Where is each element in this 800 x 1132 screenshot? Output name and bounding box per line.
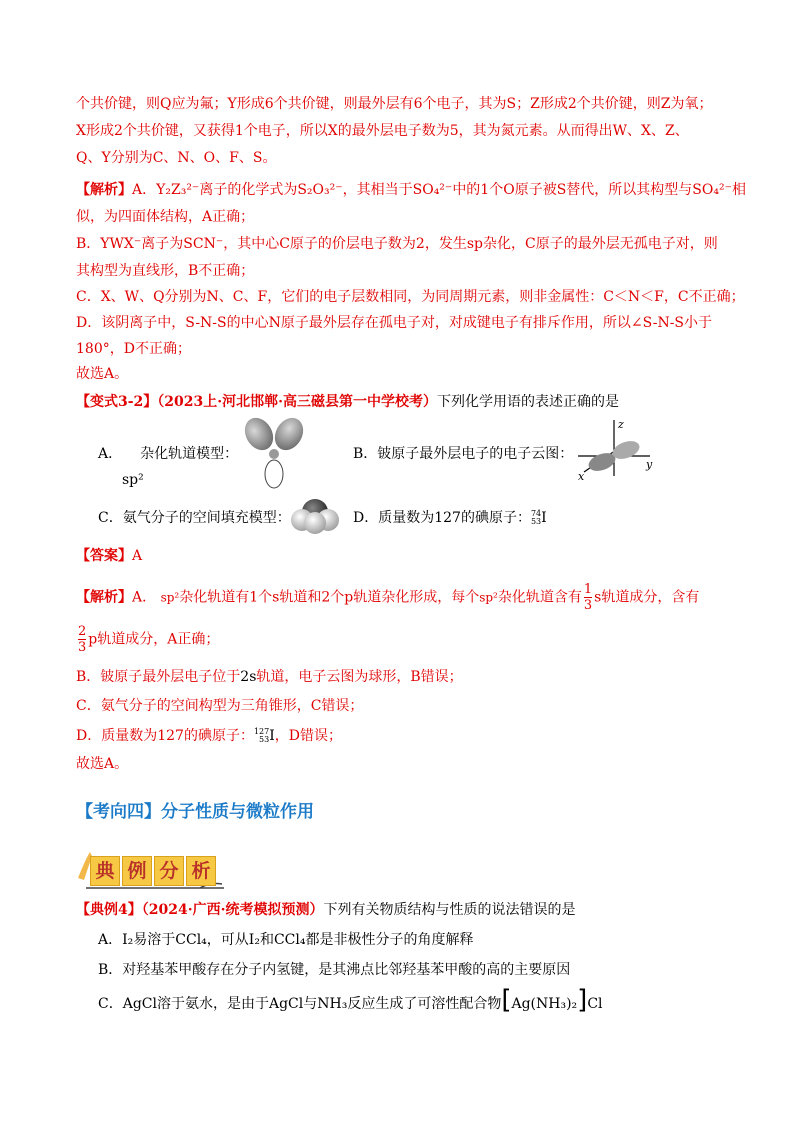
- nh3-space-filling-image: [290, 496, 340, 536]
- analysis2-d-symbol: I: [269, 728, 275, 744]
- example4-c-t1: C．AgCl溶于氨水，是由于AgCl与: [98, 996, 318, 1012]
- analysis2-a-t3: s轨道成分，含有: [594, 589, 700, 606]
- analysis1-a-end: 相: [731, 182, 746, 198]
- variant-header: [76, 392, 619, 412]
- option-a-letter: A．: [98, 446, 123, 462]
- analysis2-a-t2: 杂化轨道含有: [497, 589, 582, 606]
- analysis1-conclusion: 故选A。: [76, 366, 129, 382]
- variant-stem: 下列化学用语的表述正确的是: [437, 394, 620, 410]
- analysis1-a-mid3: 中的1个O原子被S替代，所以其构型与: [452, 182, 693, 198]
- sp2-lobe-bottom: [265, 460, 283, 488]
- example4-a-t4: 都是非极性分子的角度解释: [305, 932, 474, 948]
- analysis1-d1: D．该阴离子中，S-N-S的中心N原子最外层存在孤电子对，对成键电子有排斥作用，所以∠S-N-S小于: [76, 315, 713, 331]
- analysis2-a-t4: p轨道成分，A正确；: [88, 631, 220, 648]
- complex-bracket-left: [: [501, 985, 512, 1015]
- analysis2-sp2-b: sp²: [479, 590, 498, 605]
- analysis1-a-mid1: 离子的化学式为: [199, 182, 298, 198]
- h-atom-3: [304, 512, 326, 534]
- complex-bracket-right: ]: [577, 985, 588, 1015]
- sp2-center: [269, 449, 279, 459]
- analysis1-line-a: [76, 180, 746, 200]
- explain-line-1: 个共价键，则Q应为氟；Y形成6个共价键，则最外层有6个电子，其为S；Z形成2个共价键，则Z为氧；: [76, 96, 713, 112]
- formula-s2o3: S₂O₃²⁻: [297, 182, 343, 198]
- example4-option-b: B．对羟基苯甲酸存在分子内氢键，是其沸点比邻羟基苯甲酸的高的主要原因: [98, 962, 571, 978]
- formula-i2-b: I₂: [248, 932, 260, 948]
- analysis2-line-a: [76, 582, 699, 613]
- formula-y2z3: Y₂Z₃²⁻: [156, 182, 200, 198]
- analysis2-conclusion: 故选A。: [76, 756, 129, 772]
- answer-tag: 【答案】: [76, 548, 132, 564]
- example4-a-pre: A．: [98, 932, 123, 948]
- analysis2-line-d: [76, 726, 342, 746]
- section-title: 【考向四】分子性质与微粒作用: [76, 802, 314, 822]
- frac2-den: 3: [78, 640, 87, 655]
- formula-so4: SO₄²⁻: [412, 182, 453, 198]
- example4-a-t3: 和: [259, 932, 274, 948]
- formula-ccl4-b: CCl₄: [273, 932, 306, 948]
- example4-source: （2024·广西·统考模拟预测）: [141, 902, 324, 918]
- example4-tag: 【典例4】: [76, 902, 142, 918]
- sp2-lobe-right: [269, 413, 305, 455]
- option-d-mass: 74: [530, 509, 542, 518]
- example4-header: [76, 900, 575, 920]
- analysis1-b2: 其构型为直线形，B不正确；: [76, 263, 255, 279]
- analysis2-d-t2: ，D错误；: [274, 728, 342, 744]
- analysis1-a-mid2: ，其相当于: [342, 182, 413, 198]
- option-a-sp2: sp²: [122, 472, 144, 488]
- analysis2-a-t1: 杂化轨道有1个s轨道和2个p轨道杂化形成，每个: [179, 589, 480, 606]
- option-d-label: D．质量数为127的碘原子：: [353, 510, 531, 526]
- option-b-text: B．铍原子最外层电子的电子云图：: [353, 446, 574, 462]
- analysis2-line-b: [76, 667, 463, 687]
- example4-a-t1: 易溶于: [133, 932, 176, 948]
- explain-line-3: Q、Y分别为C、N、O、F、S。: [76, 150, 277, 166]
- p-orbital-axes-image: [574, 416, 658, 482]
- axis-y-label: y: [646, 458, 653, 471]
- analysis2-line-a2: [76, 624, 219, 655]
- explain-line-2: X形成2个共价键，又获得1个电子，所以X的最外层电子数为5，其为氮元素。从而得出W、X、Z、: [76, 123, 689, 139]
- option-d-nuclide: [531, 510, 541, 526]
- formula-i2: I₂: [122, 932, 134, 948]
- axis-z-label: z: [618, 418, 624, 431]
- analysis2-line-c: C．氨气分子的空间构型为三角锥形，C错误；: [76, 698, 364, 714]
- analysis1-d2: 180°，D不正确；: [76, 341, 191, 357]
- analysis1-tag: 【解析】: [76, 182, 132, 198]
- example-banner: [76, 848, 226, 890]
- frac1-den: 3: [583, 598, 593, 613]
- analysis2-b-t2: 轨道，电子云图为球形，B错误；: [256, 669, 463, 685]
- example4-option-c: [98, 985, 603, 1015]
- example4-a-t2: ，可从: [206, 932, 249, 948]
- example4-stem: 下列有关物质结构与性质的说法错误的是: [323, 902, 576, 918]
- example4-c-t2: 反应生成了可溶性配合物: [347, 996, 502, 1012]
- formula-ccl4: CCl₄: [175, 932, 207, 948]
- analysis2-b-t1: B．铍原子最外层电子位于: [76, 669, 241, 685]
- formula-so4-b: SO₄²⁻: [692, 182, 732, 198]
- analysis2-nuclide: [254, 728, 269, 744]
- sp2-orbital-image: [243, 412, 305, 490]
- variant-answer: [76, 546, 142, 566]
- analysis2-a-pre: A．: [132, 589, 157, 606]
- analysis1-a-cont: 似，为四面体结构，A正确；: [76, 209, 255, 225]
- analysis2-d-mass: 127: [253, 727, 270, 736]
- formula-complex: Ag(NH₃)₂: [511, 996, 578, 1012]
- fraction-two-thirds: [78, 624, 86, 655]
- banner-char-2: 例: [122, 856, 152, 886]
- analysis2-d-t1: D．质量数为127的碘原子：: [76, 728, 254, 744]
- sp2-lobe-left: [243, 413, 279, 455]
- analysis2-2s: 2s: [240, 669, 257, 685]
- formula-nh3: NH₃: [317, 996, 348, 1012]
- banner-char-1: 典: [90, 856, 120, 886]
- analysis2-d-atomic: 53: [259, 735, 270, 744]
- banner-char-4: 析: [186, 856, 216, 886]
- variant-source: （2023上·河北邯郸·高三磁县第一中学校考）: [157, 394, 438, 410]
- analysis1-c1: C．X、W、Q分别为N、C、F，它们的电子层数相同，为同周期元素，则非金属性：C＜N＜F，C不正确；: [76, 289, 745, 305]
- option-a-label: [98, 444, 238, 464]
- analysis1-b1: B．YWX⁻离子为SCN⁻，其中心C原子的价层电子数为2，发生sp杂化，C原子的最外层无孤电子对，则: [76, 236, 718, 252]
- analysis2-tag: 【解析】: [76, 589, 132, 606]
- frac2-num: 2: [78, 624, 87, 639]
- frac1-num: 1: [583, 582, 593, 597]
- option-a-text: 杂化轨道模型：: [140, 446, 239, 462]
- option-d-atomic: 53: [530, 517, 542, 526]
- banner-char-3: 分: [154, 856, 184, 886]
- axis-x-label: x: [578, 470, 585, 482]
- answer-value: A: [132, 548, 143, 564]
- variant-tag: 【变式3-2】: [76, 394, 158, 410]
- analysis1-a-pre: A．: [132, 182, 157, 198]
- option-d-symbol: I: [541, 510, 547, 526]
- fraction-one-third: [584, 582, 592, 613]
- option-c-text: C．氨气分子的空间填充模型：: [98, 510, 291, 526]
- option-d-text: [353, 508, 547, 528]
- analysis2-sp2: sp²: [160, 590, 180, 605]
- example4-option-a: [98, 930, 473, 950]
- formula-cl: Cl: [587, 996, 603, 1012]
